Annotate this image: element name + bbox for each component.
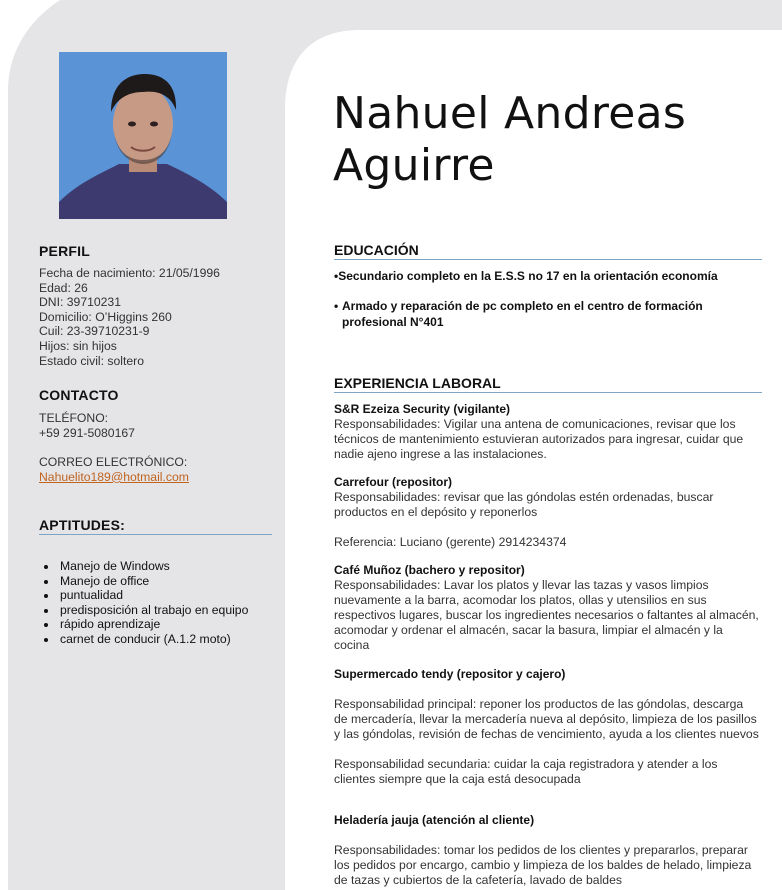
job-description: Responsabilidad principal: reponer los productos de las góndolas, descarga de mercadería, llevar la mercadería nueva al depósito, limpieza de los pasillos y las góndolas, revisión de fechas de vencimiento, ayuda a los clientes nuevos — [334, 697, 759, 741]
skill-item: • predisposición al trabajo en equipo — [58, 603, 274, 618]
skills-list — [42, 559, 274, 647]
education-heading: EDUCACIÓN — [334, 242, 419, 258]
job-description: Responsabilidades: Lavar los platos y llevar las tazas y vasos limpios nuevamente a la barra, acomodar los platos, ollas y utensilios en sus respectivos lugares, buscar los ingredientes necesarios o faltantes al almacén, acomodar y ordenar el almacén, sacar la basura, limpiar el almacén y la cocina — [334, 578, 759, 652]
cuil: Cuil: 23-39710231-9 — [39, 324, 150, 339]
skill-item: • carnet de conducir (A.1.2 moto) — [58, 632, 274, 647]
experience-heading: EXPERIENCIA LABORAL — [334, 375, 501, 391]
dni: DNI: 39710231 — [39, 295, 121, 310]
phone-label: TELÉFONO: — [39, 411, 109, 425]
skill-item: • puntualidad — [58, 588, 274, 603]
profile-heading: PERFIL — [39, 243, 90, 259]
job-title: Heladería jauja (atención al cliente) — [334, 813, 535, 827]
skills-heading: APTITUDES: — [39, 517, 125, 533]
job-entry — [334, 667, 759, 787]
job-title: Café Muñoz (bachero y repositor) — [334, 563, 525, 577]
job-description: Responsabilidades: tomar los pedidos de los clientes y prepararlos, preparar los pedidos por encargo, cambio y limpieza de los baldes de helado, limpieza de tazas y cubiertos de la cafetería, lavado de baldes — [334, 843, 752, 887]
job-title: Carrefour (repositor) — [334, 475, 453, 489]
contact-details — [39, 411, 271, 484]
birth-date: Fecha de nacimiento: 21/05/1996 — [39, 266, 220, 280]
address: Domicilio: O’Higgins 260 — [39, 309, 172, 324]
skill-item: • Manejo de Windows — [58, 559, 274, 574]
name-line-2: Aguirre — [333, 140, 495, 191]
email-link[interactable]: Nahuelito189@hotmail.com — [39, 469, 189, 484]
full-name — [333, 88, 686, 192]
job-description-secondary: Responsabilidad secundaria: cuidar la caja registradora y atender a los clientes siempre que la caja está desocupada — [334, 757, 718, 786]
job-entry — [334, 563, 759, 653]
skills-divider — [39, 534, 272, 535]
job-description: Responsabilidades: Vigilar una antena de comunicaciones, revisar que los técnicos de mantenimiento estuvieran autorizados para ingresar, cuidar que nadie ajeno ingrese a las instalaciones. — [334, 417, 744, 461]
contact-heading: CONTACTO — [39, 387, 119, 403]
job-entry — [334, 475, 759, 550]
skill-item: • rápido aprendizaje — [58, 617, 274, 632]
education-divider — [334, 259, 762, 260]
job-description: Responsabilidades: revisar que las góndolas estén ordenadas, buscar productos en el depósito y reponerlos — [334, 490, 714, 519]
job-reference: Referencia: Luciano (gerente) 2914234374 — [334, 535, 567, 549]
profile-details — [39, 266, 271, 368]
job-title: S&R Ezeiza Security (vigilante) — [334, 402, 511, 416]
skills-list-container — [42, 559, 274, 647]
name-line-1: Nahuel Andreas — [333, 88, 687, 139]
education-item-text: Armado y reparación de pc completo en el centro de formación profesional N°401 — [342, 299, 703, 329]
education-item: •Secundario completo en la E.S.S no 17 en la orientación economía — [334, 269, 718, 283]
age: Edad: 26 — [39, 280, 88, 295]
education-item: • Armado y reparación de pc completo en el centro de formación profesional N°401 — [334, 298, 754, 330]
email-label: CORREO ELECTRÓNICO: — [39, 455, 188, 470]
phone-number: +59 291-5080167 — [39, 425, 135, 440]
skill-item: • Manejo de office — [58, 574, 274, 589]
marital-status: Estado civil: soltero — [39, 353, 144, 368]
profile-photo — [59, 52, 227, 219]
children: Hijos: sin hijos — [39, 338, 117, 353]
job-entry — [334, 402, 759, 462]
job-entry — [334, 813, 759, 888]
experience-divider — [334, 392, 762, 393]
job-title: Supermercado tendy (repositor y cajero) — [334, 667, 566, 681]
